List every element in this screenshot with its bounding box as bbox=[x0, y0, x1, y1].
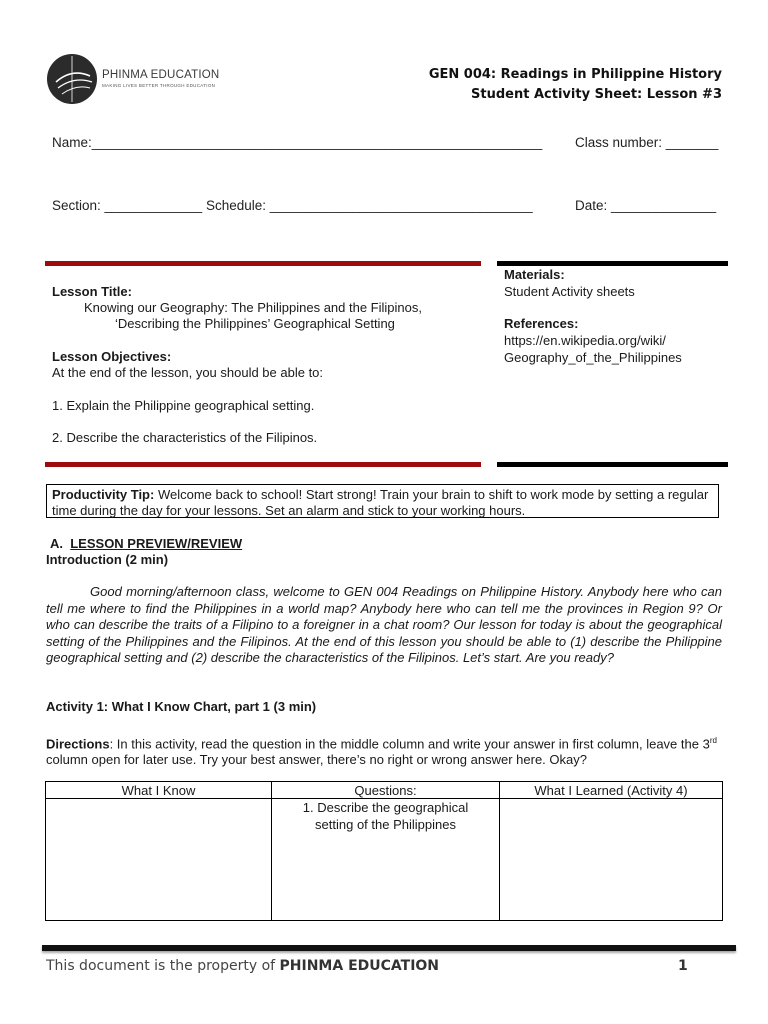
section-field[interactable]: Section: _____________ bbox=[52, 198, 203, 213]
top-red-divider bbox=[45, 261, 481, 266]
productivity-tip-text: Welcome back to school! Start strong! Train your brain to shift to work mode by setting a regular time during the day for your lessons. Set an alarm and stick to your working hours. bbox=[52, 487, 709, 518]
question-line1: 1. Describe the geographical bbox=[302, 800, 469, 815]
directions-label: Directions bbox=[46, 736, 110, 752]
materials-value: Student Activity sheets bbox=[504, 284, 635, 299]
what-i-know-chart bbox=[45, 781, 723, 921]
question-cell bbox=[272, 799, 500, 921]
col-header-what-i-learned: What I Learned (Activity 4) bbox=[500, 782, 723, 799]
bottom-black-divider bbox=[497, 462, 728, 467]
activity-1-title: Activity 1: What I Know Chart, part 1 (3 min) bbox=[46, 699, 317, 714]
productivity-tip-box bbox=[46, 484, 719, 518]
name-field[interactable]: Name:____________________________________________________________ bbox=[52, 135, 543, 150]
materials-label: Materials: bbox=[504, 267, 565, 282]
references-label: References: bbox=[504, 316, 579, 331]
directions-text-b: column open for later use. Try your best answer, there’s no right or wrong answer here. Okay? bbox=[46, 752, 587, 768]
activity-1-directions bbox=[46, 733, 722, 768]
schedule-field[interactable]: Schedule: ___________________________________ bbox=[206, 198, 533, 213]
top-black-divider bbox=[497, 261, 728, 266]
logo-tagline: MAKING LIVES BETTER THROUGH EDUCATION bbox=[102, 83, 216, 88]
what-i-learned-answer-cell[interactable] bbox=[500, 799, 723, 921]
footer-text: This document is the property of bbox=[46, 958, 280, 974]
lesson-title-label: Lesson Title: bbox=[52, 284, 132, 299]
col-header-questions: Questions: bbox=[272, 782, 500, 799]
chart-row bbox=[46, 799, 723, 921]
objectives-intro: At the end of the lesson, you should be able to: bbox=[52, 365, 324, 380]
bottom-red-divider bbox=[45, 462, 481, 467]
logo-name: PHINMA EDUCATION bbox=[102, 69, 220, 81]
question-line2: setting of the Philippines bbox=[315, 817, 456, 832]
introduction-label: Introduction (2 min) bbox=[46, 552, 169, 567]
lesson-title-line1: Knowing our Geography: The Philippines and the Filipinos, bbox=[84, 300, 422, 315]
lesson-objectives-label: Lesson Objectives: bbox=[52, 349, 172, 364]
logo-globe-icon bbox=[46, 52, 102, 106]
course-title: GEN 004: Readings in Philippine History bbox=[428, 67, 722, 82]
date-field[interactable]: Date: ______________ bbox=[575, 198, 717, 213]
what-i-know-answer-cell[interactable] bbox=[46, 799, 272, 921]
reference-link-line1[interactable]: https://en.wikipedia.org/wiki/ bbox=[504, 333, 666, 348]
directions-text-a: : In this activity, read the question in the middle column and write your answer in first column, leave the 3 bbox=[109, 736, 710, 752]
section-a-letter: A. bbox=[50, 536, 63, 551]
footer-owner: PHINMA EDUCATION bbox=[279, 958, 440, 974]
footer-property-note bbox=[46, 958, 439, 974]
objective-1: 1. Explain the Philippine geographical setting. bbox=[52, 398, 315, 413]
section-a-heading bbox=[50, 536, 242, 552]
class-number-field[interactable]: Class number: _______ bbox=[575, 135, 719, 150]
section-a-title: LESSON PREVIEW/REVIEW bbox=[70, 536, 243, 551]
introduction-text: Good morning/afternoon class, welcome to GEN 004 Readings on Philippine History. Anybody here who can tell me where to find the Philippines in a world map? Anybody here who can tell me the provinces in Region 9? Or who can describe the traits of a Filipino to a foreigner in a chat room? Our lesson for today is about the geographical setting of the Philippines and the Filipinos. At the end of this lesson you should be able to (1) describe the Philippine geographical setting and (2) describe the characteristics of the Filipinos. Let’s start. Are you ready? bbox=[46, 584, 722, 665]
productivity-tip-label: Productivity Tip: bbox=[52, 487, 155, 502]
chart-header-row bbox=[46, 782, 723, 799]
footer-divider bbox=[42, 945, 736, 951]
directions-superscript: rd bbox=[709, 736, 717, 745]
sheet-title: Student Activity Sheet: Lesson #3 bbox=[471, 87, 722, 102]
reference-link-line2[interactable]: Geography_of_the_Philippines bbox=[504, 350, 682, 365]
objective-2: 2. Describe the characteristics of the Filipinos. bbox=[52, 430, 318, 445]
col-header-what-i-know: What I Know bbox=[46, 782, 272, 799]
lesson-title-line2: ‘Describing the Philippines’ Geographical Setting bbox=[115, 316, 395, 331]
page-number: 1 bbox=[678, 958, 688, 974]
